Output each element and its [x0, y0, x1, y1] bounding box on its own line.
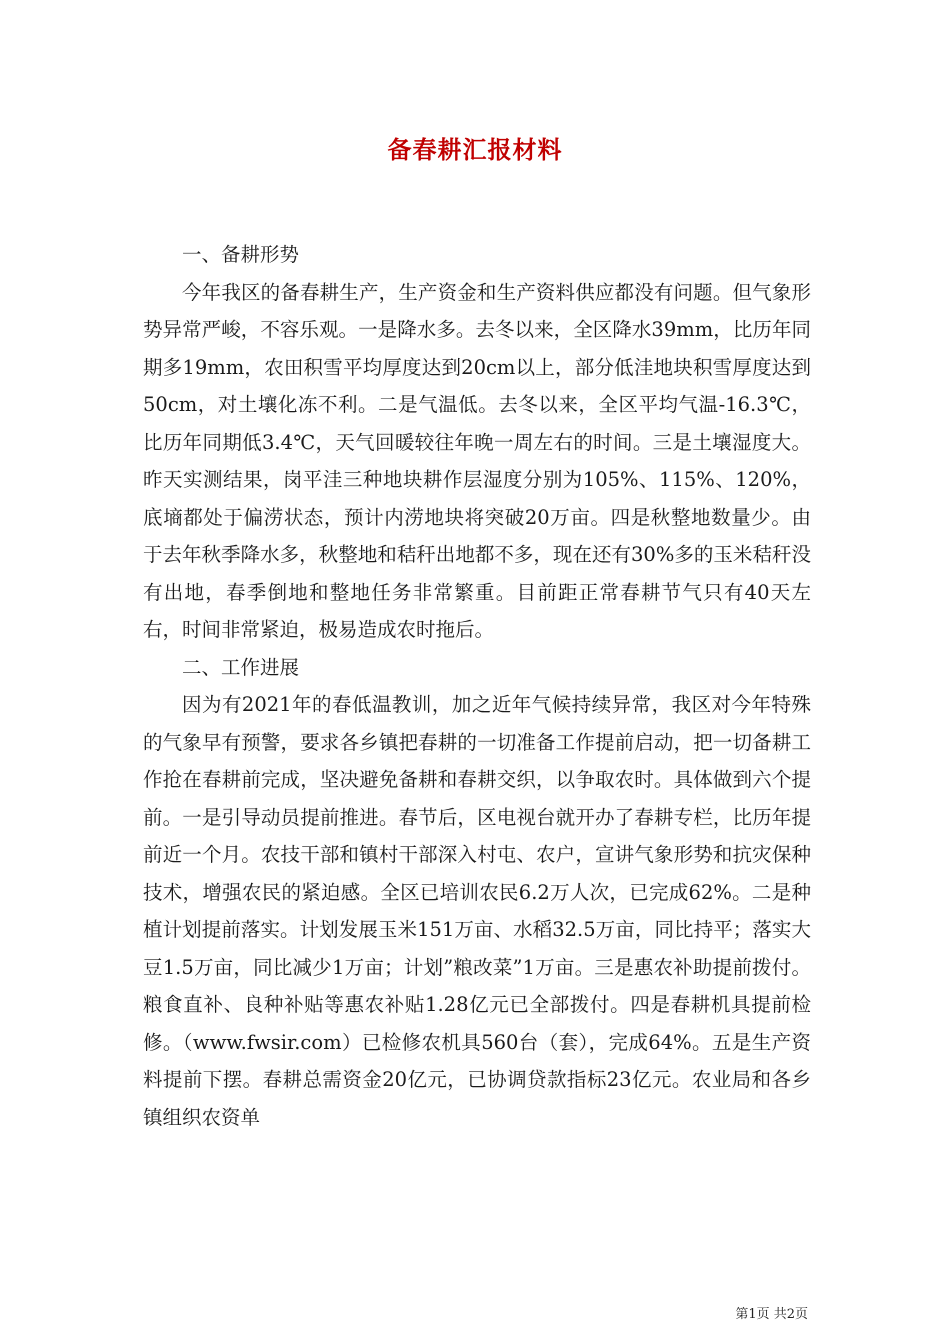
- document-title: 备春耕汇报材料: [387, 135, 563, 164]
- section-paragraph-2: 因为有2021年的春低温教训，加之近年气候持续异常，我区对今年特殊的气象早有预警，要求各乡镇把春耕的一切准备工作提前启动，把一切备耕工作抢在春耕前完成，坚决避免备耕和春耕交织，以争取农时。具体做到六个提前。一是引导动员提前推进。春节后，区电视台就开办了春耕专栏，比历年提前近一个月。农技干部和镇村干部深入村屯、农户，宣讲气象形势和抗灾保种技术，增强农民的紧迫感。全区已培训农民6.2万人次，已完成62%。二是种植计划提前落实。计划发展玉米151万亩、水稻32.5万亩，同比持平；落实大豆1.5万亩，同比减少1万亩；计划”粮改菜”1万亩。三是惠农补助提前拨付。粮食直补、良种补贴等惠农补贴1.28亿元已全部拨付。四是春耕机具提前检修。（www.fwsir.com）已检修农机具560台（套），完成64%。五是生产资料提前下摆。春耕总需资金20亿元，已协调贷款指标23亿元。农业局和各乡镇组织农资单: [143, 693, 811, 1129]
- section-paragraph-1: 今年我区的备春耕生产，生产资金和生产资料供应都没有问题。但气象形势异常严峻，不容乐观。一是降水多。去冬以来，全区降水39mm，比历年同期多19mm，农田积雪平均厚度达到20cm以上，部分低洼地块积雪厚度达到50cm，对土壤化冻不利。二是气温低。去冬以来，全区平均气温-16.3℃，比历年同期低3.4℃，天气回暖较往年晚一周左右的时间。三是土壤湿度大。昨天实测结果，岗平洼三种地块耕作层湿度分别为105%、115%、120%，底墒都处于偏涝状态，预计内涝地块将突破20万亩。四是秋整地数量少。由于去年秋季降水多，秋整地和秸秆出地都不多，现在还有30%多的玉米秸秆没有出地，春季倒地和整地任务非常繁重。目前距正常春耕节气只有40天左右，时间非常紧迫，极易造成农时拖后。: [143, 280, 811, 641]
- document-body: [143, 236, 811, 1136]
- section-heading-2: 二、工作进展: [182, 655, 300, 679]
- section-heading-1: 一、备耕形势: [182, 243, 300, 266]
- page-number: 第1页 共2页: [735, 1307, 808, 1322]
